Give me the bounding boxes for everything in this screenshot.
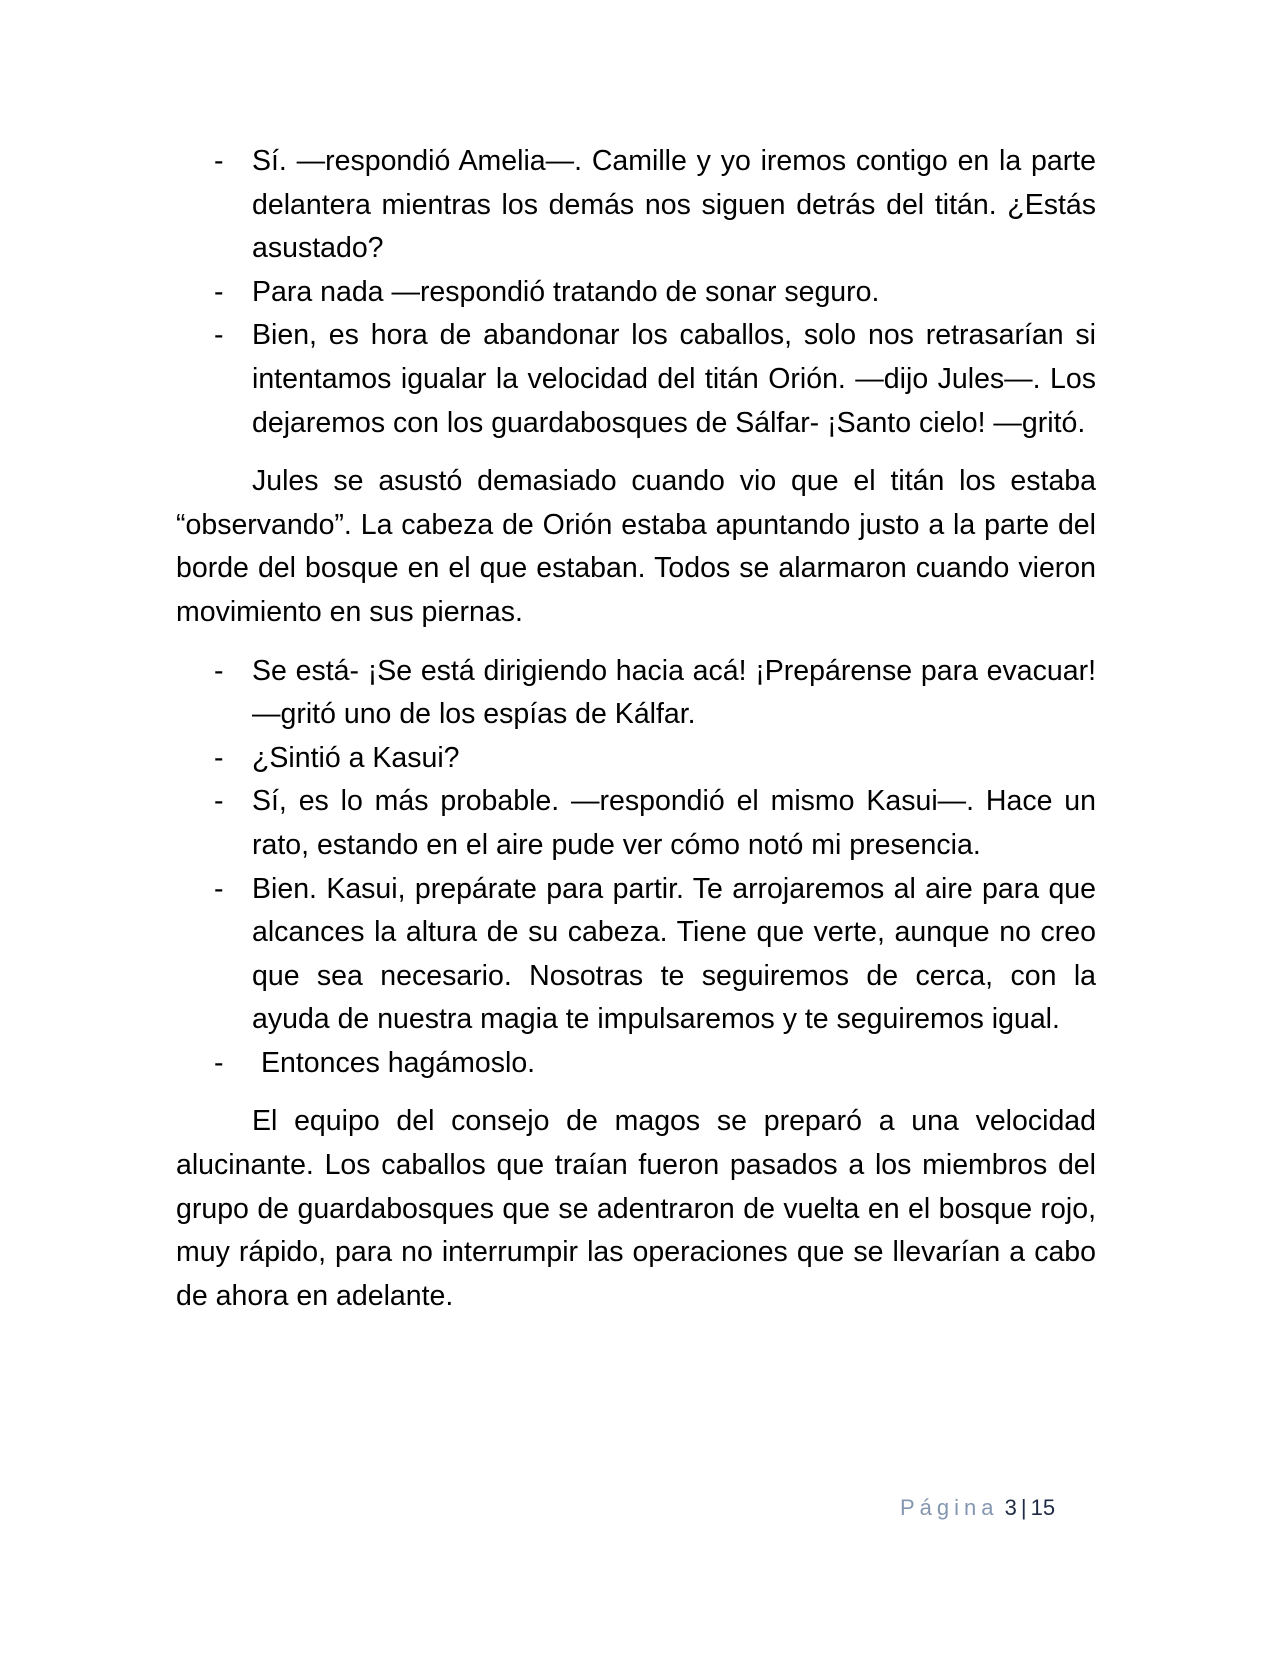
dialogue-line <box>176 868 1096 1042</box>
dialogue-text: Bien, es hora de abandonar los caballos, solo nos retrasarían si intentamos igualar la velocidad del titán Orión. —dijo Jules—. Los dejaremos con los guardabosques de Sálfar- ¡Santo cielo! —gritó. <box>252 319 1096 439</box>
dialogue-line <box>176 271 1096 315</box>
dialogue-dash: - <box>214 145 224 177</box>
dialogue-line <box>176 780 1096 867</box>
narrative-paragraph: Jules se asustó demasiado cuando vio que el titán los estaba “observando”. La cabeza de Orión estaba apuntando justo a la parte del borde del bosque en el que estaban. Todos se alarmaron cuando vieron movimiento en sus piernas. <box>176 465 1096 628</box>
page-footer <box>900 1494 1080 1522</box>
dialogue-dash: - <box>214 1046 224 1079</box>
dialogue-dash: - <box>214 872 224 905</box>
dialogue-line <box>176 737 1096 781</box>
page-label: Página <box>900 1495 999 1520</box>
dialogue-dash: - <box>214 741 224 774</box>
dialogue-text: Sí. —respondió Amelia—. Camille y yo iremos contigo en la parte delantera mientras los demás nos siguen detrás del titán. ¿Estás asustado? <box>252 145 1096 265</box>
dialogue-text: Sí, es lo más probable. —respondió el mismo Kasui—. Hace un rato, estando en el aire pude ver cómo notó mi presencia. <box>252 785 1096 861</box>
dialogue-text: Se está- ¡Se está dirigiendo hacia acá! ¡Prepárense para evacuar! —gritó uno de los espías de Kálfar. <box>252 654 1096 731</box>
dialogue-dash: - <box>214 319 224 352</box>
dialogue-list-1 <box>176 140 1096 445</box>
dialogue-list-2 <box>176 650 1096 1086</box>
page-separator: | <box>1020 1495 1027 1520</box>
page-body <box>176 140 1096 1318</box>
page-number: 3 <box>1004 1495 1017 1520</box>
dialogue-text: Bien. Kasui, prepárate para partir. Te arrojaremos al aire para que alcances la altura de su cabeza. Tiene que verte, aunque no creo que sea necesario. Nosotras te seguiremos de cerca, con la ayuda de nuestra magia te impulsaremos y te seguiremos igual. <box>252 872 1096 1036</box>
dialogue-line <box>176 650 1096 737</box>
dialogue-text: Para nada —respondió tratando de sonar seguro. <box>252 275 880 308</box>
dialogue-text: Entonces hagámoslo. <box>261 1046 536 1079</box>
narrative-paragraph: El equipo del consejo de magos se preparó a una velocidad alucinante. Los caballos que traían fueron pasados a los miembros del grupo de guardabosques que se adentraron de vuelta en el bosque rojo, muy rápido, para no interrumpir las operaciones que se llevarían a cabo de ahora en adelante. <box>176 1105 1096 1312</box>
dialogue-line <box>176 1042 1096 1086</box>
dialogue-line <box>176 140 1096 271</box>
dialogue-dash: - <box>214 785 224 818</box>
page-total: 15 <box>1030 1495 1056 1520</box>
dialogue-text: ¿Sintió a Kasui? <box>252 741 460 774</box>
dialogue-line <box>176 314 1096 445</box>
dialogue-dash: - <box>214 275 224 308</box>
dialogue-dash: - <box>214 654 224 687</box>
